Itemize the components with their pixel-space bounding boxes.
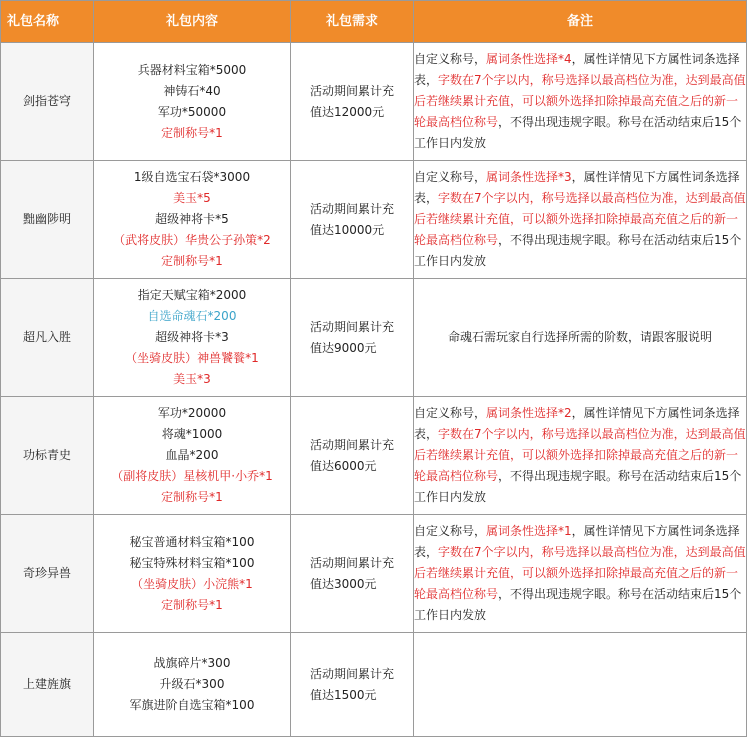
gift-item: 军功*50000 <box>157 104 227 119</box>
gift-item: （武将皮肤）华贵公子孙策*2 <box>113 233 271 247</box>
table-row <box>1 161 747 279</box>
gift-name: 功标青史 <box>1 397 94 515</box>
note-segment: 自定义称号， <box>414 524 487 538</box>
note-segment: 属词条性选择*3 <box>486 170 572 184</box>
gift-name: 黜幽陟明 <box>1 161 94 279</box>
gift-note <box>414 161 747 279</box>
gift-item: 定制称号*1 <box>161 490 223 504</box>
gift-requirement <box>291 515 414 633</box>
requirement-text: 活动期间累计充值达9000元 <box>310 319 395 355</box>
note-segment: ，不得出现违规字眼。称号在活动结束后15个工作日内发放 <box>414 115 742 150</box>
note-segment: 字数在7个字以内，称号选择以最高档位为准，达到最高值后若继续累计充值，可以额外选择扣除掉最高充值之后的新一轮最高档位称号 <box>414 427 746 483</box>
gift-item: 血晶*200 <box>165 448 219 462</box>
gift-name: 超凡入胜 <box>1 279 94 397</box>
gift-item: 兵器材料宝箱*5000 <box>137 62 247 77</box>
gift-item: 自选命魂石*200 <box>147 309 237 323</box>
gift-note <box>414 397 747 515</box>
gift-item: 定制称号*1 <box>161 597 223 612</box>
gift-requirement <box>291 43 414 161</box>
header-content: 礼包内容 <box>94 1 291 43</box>
note-segment: ，属性详情见下方属性词条选择表， <box>414 524 740 559</box>
gift-item: 美玉*3 <box>173 372 211 386</box>
gift-item: 军旗进阶自选宝箱*100 <box>129 698 255 712</box>
note-segment: 字数在7个字以内，称号选择以最高档位为准，达到最高值后若继续累计充值，可以额外选择扣除掉最高充值之后的新一轮最高档位称号 <box>414 545 746 601</box>
requirement-text: 活动期间累计充值达1500元 <box>310 666 395 702</box>
requirement-text: 活动期间累计充值达6000元 <box>310 437 395 473</box>
gift-item: 军功*20000 <box>157 406 227 420</box>
note-segment: ，不得出现违规字眼。称号在活动结束后15个工作日内发放 <box>414 233 742 268</box>
gift-name: 上建旌旗 <box>1 633 94 737</box>
note-segment: ，属性详情见下方属性词条选择表， <box>414 52 740 87</box>
gift-item: （坐骑皮肤）小浣熊*1 <box>131 576 253 591</box>
gift-note <box>414 43 747 161</box>
gift-content <box>94 633 291 737</box>
gift-name: 剑指苍穹 <box>1 43 94 161</box>
gift-note <box>414 515 747 633</box>
table-row <box>1 515 747 633</box>
table-row <box>1 397 747 515</box>
note-segment: 命魂石需玩家自行选择所需的阶数，请跟客服说明 <box>447 330 712 344</box>
note-segment: 自定义称号， <box>414 52 487 66</box>
gift-item: 秘宝普通材料宝箱*100 <box>129 534 255 549</box>
gift-requirement <box>291 279 414 397</box>
gift-item: 美玉*5 <box>173 191 211 205</box>
gift-item: 定制称号*1 <box>161 254 223 268</box>
gift-item: 1级自选宝石袋*3000 <box>133 170 251 184</box>
gift-item: 指定天赋宝箱*2000 <box>137 288 247 302</box>
requirement-text: 活动期间累计充值达12000元 <box>310 83 395 119</box>
note-segment: 字数在7个字以内，称号选择以最高档位为准，达到最高值后若继续累计充值，可以额外选择扣除掉最高充值之后的新一轮最高档位称号 <box>414 73 746 129</box>
gift-item: 战旗碎片*300 <box>153 656 231 670</box>
requirement-text: 活动期间累计充值达3000元 <box>310 555 395 591</box>
gift-item: 超级神将卡*5 <box>155 212 229 226</box>
gift-requirement <box>291 633 414 737</box>
requirement-text: 活动期间累计充值达10000元 <box>310 201 395 237</box>
gift-item: （坐骑皮肤）神兽饕餮*1 <box>125 351 259 365</box>
note-segment: 字数在7个字以内，称号选择以最高档位为准，达到最高值后若继续累计充值，可以额外选择扣除掉最高充值之后的新一轮最高档位称号 <box>414 191 746 247</box>
note-segment: 自定义称号， <box>414 406 487 420</box>
note-segment: ，属性详情见下方属性词条选择表， <box>414 406 740 441</box>
gift-content <box>94 43 291 161</box>
note-segment: 属词条性选择*2 <box>486 406 572 420</box>
header-note: 备注 <box>414 1 747 43</box>
gift-note <box>414 633 747 737</box>
note-segment: 自定义称号， <box>414 170 487 184</box>
gift-content <box>94 397 291 515</box>
note-segment: 属词条性选择*1 <box>486 524 572 538</box>
note-segment: ，属性详情见下方属性词条选择表， <box>414 170 740 205</box>
gift-item: 超级神将卡*3 <box>155 330 229 344</box>
gift-item: 将魂*1000 <box>161 427 223 441</box>
header-requirement: 礼包需求 <box>291 1 414 43</box>
table-row <box>1 43 747 161</box>
note-segment: 属词条性选择*4 <box>486 52 572 66</box>
table-row <box>1 633 747 737</box>
header-row <box>1 1 747 43</box>
note-segment: ，不得出现违规字眼。称号在活动结束后15个工作日内发放 <box>414 469 742 504</box>
gift-requirement <box>291 161 414 279</box>
note-segment: ，不得出现违规字眼。称号在活动结束后15个工作日内发放 <box>414 587 742 622</box>
table-row <box>1 279 747 397</box>
gift-requirement <box>291 397 414 515</box>
gift-item: 神铸石*40 <box>163 83 221 98</box>
gift-item: 定制称号*1 <box>161 125 223 140</box>
gift-item: 秘宝特殊材料宝箱*100 <box>129 555 255 570</box>
gift-content <box>94 515 291 633</box>
header-name: 礼包名称 <box>1 1 94 43</box>
gift-item: （副将皮肤）星核机甲·小乔*1 <box>111 469 273 483</box>
gift-name: 奇珍异兽 <box>1 515 94 633</box>
gift-content <box>94 279 291 397</box>
gift-item: 升级石*300 <box>159 677 225 691</box>
gift-note <box>414 279 747 397</box>
gift-content <box>94 161 291 279</box>
